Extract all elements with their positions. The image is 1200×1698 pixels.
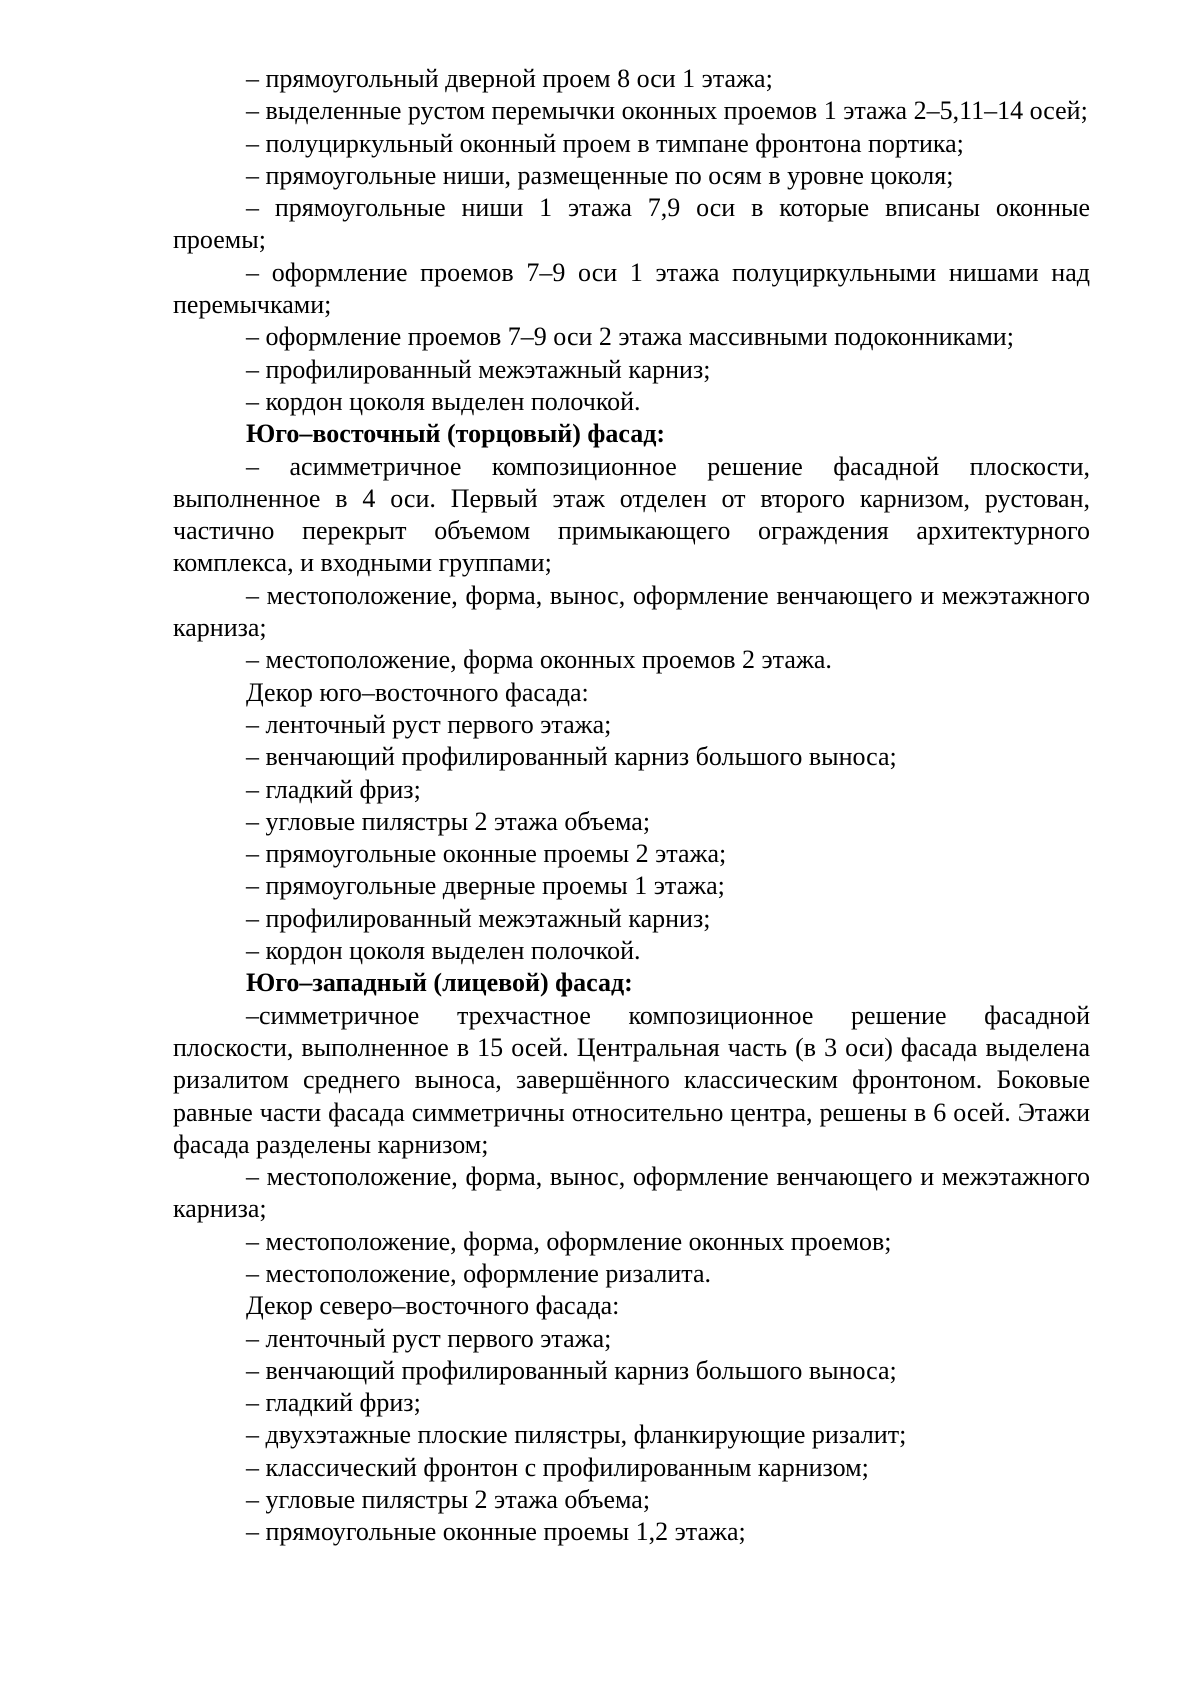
section-heading: Юго–западный (лицевой) фасад: (246, 968, 633, 998)
list-item: – гладкий фриз; (246, 774, 421, 804)
list-item: – местоположение, форма, вынос, оформление венчающего и межэтажного карниза; (173, 1162, 1090, 1224)
list-item: – местоположение, форма оконных проемов 2 этажа. (246, 645, 832, 675)
list-item: – прямоугольные оконные проемы 2 этажа; (246, 839, 727, 869)
list-item: – выделенные рустом перемычки оконных проемов 1 этажа 2–5,11–14 осей; (246, 96, 1088, 126)
list-item: – профилированный межэтажный карниз; (246, 354, 711, 384)
list-item: – асимметричное композиционное решение фасадной плоскости, выполненное в 4 оси. Первый этаж отделен от второго карнизом, рустован, частично перекрыт объемом примыкающего ограждения архитектурного комплекса, и входными группами; (173, 451, 1090, 578)
list-item: – полуциркульный оконный проем в тимпане фронтона портика; (246, 128, 964, 158)
list-item: – оформление проемов 7–9 оси 1 этажа полуциркульными нишами над перемычками; (173, 257, 1090, 320)
list-item: – классический фронтон с профилированным карнизом; (246, 1452, 869, 1482)
list-item: – прямоугольные оконные проемы 1,2 этажа; (246, 1517, 746, 1547)
list-item: – кордон цоколя выделен полочкой. (246, 386, 641, 416)
document-body (173, 63, 1090, 1549)
list-item: –симметричное трехчастное композиционное решение фасадной плоскости, выполненное в 15 осей. Центральная часть (в 3 оси) фасада выделена ризалитом среднего выноса, завершённого классическим фронтоном. Боковые равные части фасада симметричны относительно центра, решены в 6 осей. Этажи фасада разделены карнизом; (173, 1000, 1090, 1159)
list-item: – прямоугольные ниши 1 этажа 7,9 оси в которые вписаны оконные проемы; (173, 193, 1090, 255)
list-item: – кордон цоколя выделен полочкой. (246, 936, 641, 966)
list-item: – местоположение, оформление ризалита. (246, 1258, 711, 1288)
list-item: – двухэтажные плоские пилястры, фланкирующие ризалит; (246, 1420, 907, 1450)
list-item: – угловые пилястры 2 этажа объема; (246, 806, 651, 836)
subsection-label: Декор северо–восточного фасада: (246, 1291, 620, 1321)
list-item: – местоположение, форма, вынос, оформление венчающего и межэтажного карниза; (173, 580, 1090, 643)
list-item: – ленточный руст первого этажа; (246, 709, 612, 739)
list-item: – прямоугольные дверные проемы 1 этажа; (246, 871, 725, 901)
list-item: – прямоугольные ниши, размещенные по осям в уровне цоколя; (246, 160, 954, 190)
list-item: – ленточный руст первого этажа; (246, 1323, 612, 1353)
list-item: – оформление проемов 7–9 оси 2 этажа массивными подоконниками; (246, 322, 1014, 352)
list-item: – прямоугольный дверной проем 8 оси 1 этажа; (246, 64, 773, 93)
list-item: – местоположение, форма, оформление оконных проемов; (246, 1226, 892, 1256)
list-item: – венчающий профилированный карниз большого выноса; (246, 1355, 897, 1385)
list-item: – венчающий профилированный карниз большого выноса; (246, 742, 897, 772)
list-item: – гладкий фриз; (246, 1388, 421, 1418)
list-item: – угловые пилястры 2 этажа объема; (246, 1485, 651, 1515)
subsection-label: Декор юго–восточного фасада: (246, 677, 589, 707)
list-item: – профилированный межэтажный карниз; (246, 903, 711, 933)
section-heading: Юго–восточный (торцовый) фасад: (246, 419, 666, 449)
